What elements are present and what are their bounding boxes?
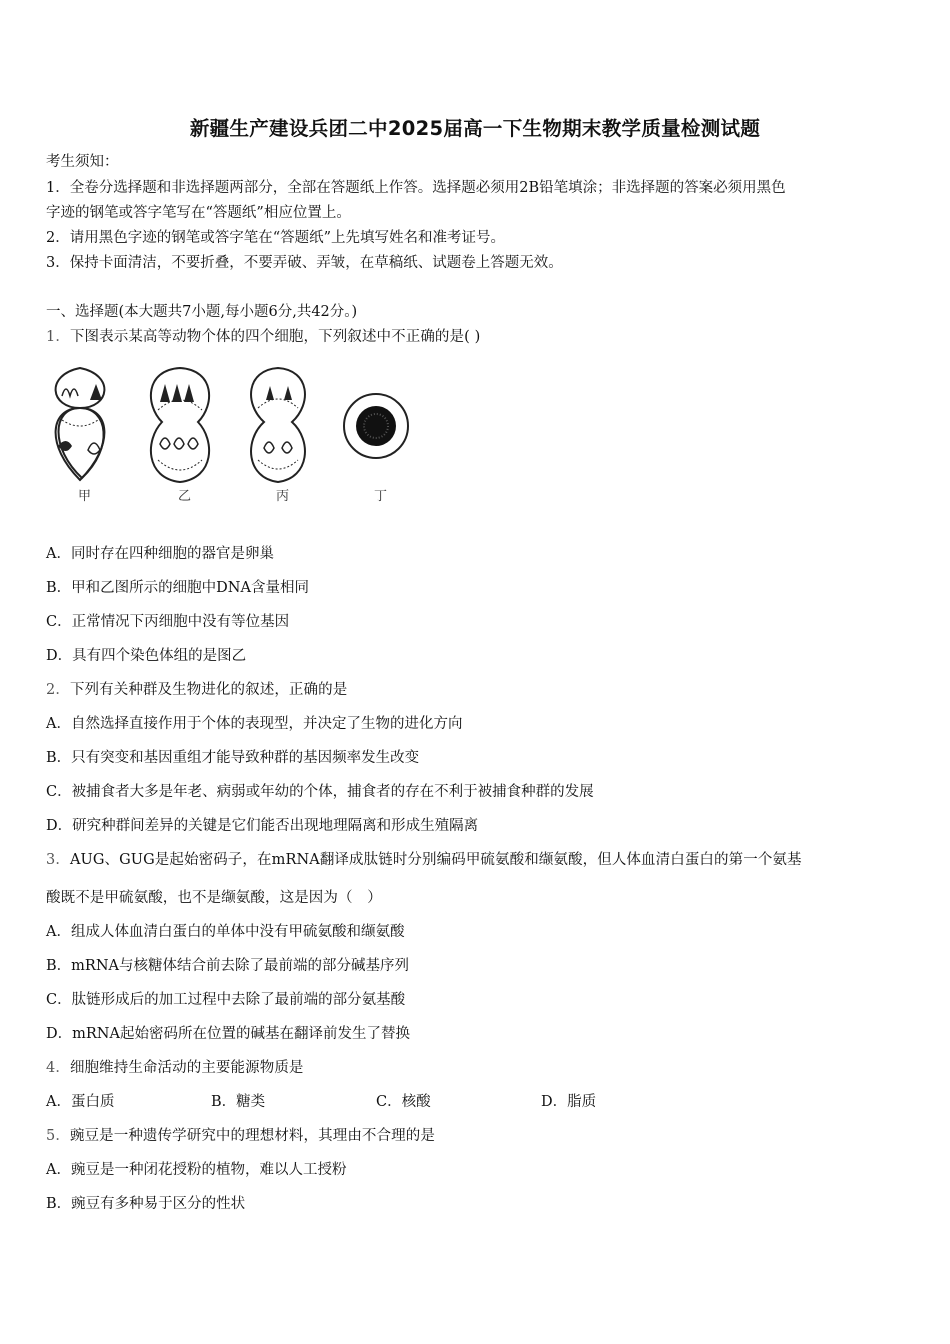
- notice-item-3: 3．保持卡面清洁，不要折叠，不要弄破、弄皱，在草稿纸、试题卷上答题无效。: [46, 255, 563, 271]
- q5-option-a: A．豌豆是一种闭花授粉的植物，难以人工授粉: [46, 1162, 347, 1178]
- q2-option-c: C．被捕食者大多是年老、病弱或年幼的个体，捕食者的存在不利于被捕食种群的发展: [46, 784, 594, 800]
- q4-option-c: C．核酸: [376, 1094, 431, 1110]
- question-number: 4．: [46, 1060, 70, 1076]
- q4-option-a: A．蛋白质: [46, 1094, 115, 1110]
- question-3-stem: [46, 850, 802, 870]
- question-text: AUG、GUG是起始密码子，在mRNA翻译成肽链时分别编码甲硫氨酸和缬氨酸，但人体血清白蛋白的第一个氨基: [69, 852, 802, 868]
- q3-option-a: A．组成人体血清白蛋白的单体中没有甲硫氨酸和缬氨酸: [46, 924, 405, 940]
- q4-options-row: [46, 1092, 596, 1112]
- notice-item-1: 1．全卷分选择题和非选择题两部分，全部在答题纸上作答。选择题必须用2B铅笔填涂；非选择题的答案必须用黑色: [46, 180, 786, 196]
- section-heading: 一、选择题(本大题共7小题,每小题6分,共42分。): [46, 304, 358, 320]
- page-title: 新疆生产建设兵团二中2025届高一下生物期末教学质量检测试题: [189, 117, 761, 140]
- question-4-stem: [46, 1058, 304, 1078]
- q3-option-b: B．mRNA与核糖体结合前去除了最前端的部分碱基序列: [46, 958, 409, 974]
- q5-option-b: B．豌豆有多种易于区分的性状: [46, 1196, 246, 1212]
- q4-option-b: B．糖类: [211, 1094, 266, 1110]
- q2-option-b: B．只有突变和基因重组才能导致种群的基因频率发生改变: [46, 750, 420, 766]
- cell-ding: [344, 394, 408, 458]
- question-number: 5．: [46, 1128, 70, 1144]
- question-text: 豌豆是一种遗传学研究中的理想材料，其理由不合理的是: [69, 1128, 435, 1144]
- notice-item-1-cont: 字迹的钢笔或答字笔写在“答题纸”相应位置上。: [46, 205, 351, 221]
- q4-option-d: D．脂质: [541, 1094, 597, 1110]
- question-number: 1．: [46, 329, 70, 345]
- q2-option-a: A．自然选择直接作用于个体的表现型，并决定了生物的进化方向: [46, 716, 463, 732]
- question-number: 2．: [46, 682, 70, 698]
- figure-label-jia: 甲: [78, 489, 92, 504]
- figure-label-yi: 乙: [178, 489, 192, 504]
- question-text: 下图表示某高等动物个体的四个细胞，下列叙述中不正确的是( ): [69, 329, 481, 345]
- q1-option-c: C．正常情况下丙细胞中没有等位基因: [46, 614, 290, 630]
- question-5-stem: [46, 1126, 435, 1146]
- notice-heading: 考生须知：: [46, 154, 119, 170]
- cell-bing: [251, 368, 305, 482]
- question-2-stem: [46, 680, 347, 700]
- q2-option-d: D．研究种群间差异的关键是它们能否出现地理隔离和形成生殖隔离: [46, 818, 479, 834]
- question-number: 3．: [46, 852, 70, 868]
- q1-option-d: D．具有四个染色体组的是图乙: [46, 648, 247, 664]
- cell-diagram-figure: [40, 360, 440, 520]
- question-1-stem: [46, 327, 480, 347]
- figure-label-bing: 丙: [276, 489, 290, 504]
- cell-jia: [56, 368, 105, 480]
- figure-label-ding: 丁: [374, 489, 388, 504]
- question-3-stem-cont: 酸既不是甲硫氨酸，也不是缬氨酸，这是因为（ ）: [46, 890, 382, 906]
- q1-option-b: B．甲和乙图所示的细胞中DNA含量相同: [46, 580, 309, 596]
- question-text: 下列有关种群及生物进化的叙述，正确的是: [69, 682, 348, 698]
- question-text: 细胞维持生命活动的主要能源物质是: [69, 1060, 304, 1076]
- notice-item-2: 2．请用黑色字迹的钢笔或答字笔在“答题纸”上先填写姓名和准考证号。: [46, 230, 506, 246]
- q1-option-a: A．同时存在四种细胞的器官是卵巢: [46, 546, 274, 562]
- cell-yi: [151, 368, 209, 482]
- q3-option-d: D．mRNA起始密码所在位置的碱基在翻译前发生了替换: [46, 1026, 410, 1042]
- q3-option-c: C．肽链形成后的加工过程中去除了最前端的部分氨基酸: [46, 992, 406, 1008]
